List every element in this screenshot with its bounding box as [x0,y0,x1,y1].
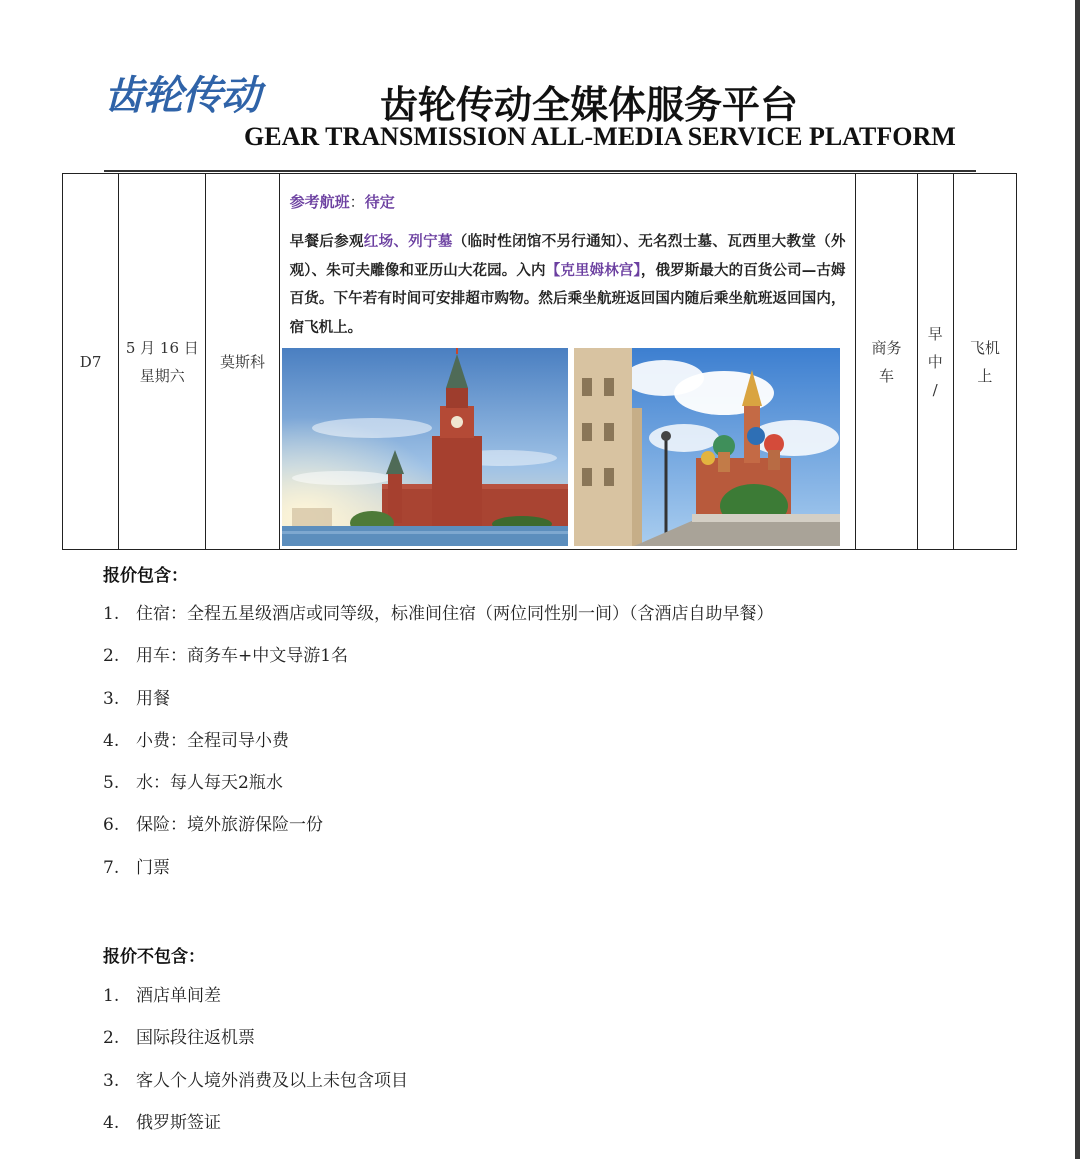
logo: 齿轮传动 [104,73,260,119]
list-item-number: 1. [103,986,120,1006]
list-item-number: 4. [103,1112,120,1133]
list-item [103,1109,408,1151]
meal-lunch: 中 [927,352,943,371]
desc-highlight-lenin-mausoleum: 列宁墓 [408,234,453,250]
excluded-list [103,982,408,1151]
list-item-number: 2. [103,646,120,667]
list-item-text: 住宿：全程五星级酒店或同等级，标准间住宿（两位同性别一间）（含酒店自助早餐） [136,604,774,624]
city-cell: 莫斯科 [206,174,279,550]
list-item [103,727,774,769]
included-title: 报价包含： [103,566,188,586]
weekday-text: 星期六 [139,366,185,385]
st-basil-photo [574,348,840,546]
list-item-text: 客人个人境外消费及以上未包含项目 [136,1070,408,1091]
page-title: 齿轮传动全媒体服务平台 [380,83,799,127]
page-edge [1075,0,1080,1159]
list-item-text: 门票 [136,857,170,878]
transport-text: 车 [879,366,895,385]
table-row [63,174,1017,550]
list-item [103,854,774,896]
list-item-text: 水：每人每天2瓶水 [136,773,283,794]
description-cell [279,174,856,550]
flight-value: 待定 [364,193,395,211]
desc-text: 、 [393,234,409,250]
list-item-text: 国际段往返机票 [136,1028,255,1049]
list-item [103,769,774,811]
list-item [103,1024,408,1066]
list-item-number: 1. [103,604,120,624]
day-cell: D7 [63,174,119,550]
excluded-title: 报价不包含： [103,947,205,967]
list-item [103,685,774,727]
hotel-text: 上 [977,366,993,385]
list-item-text: 俄罗斯签证 [136,1112,221,1133]
list-item-number: 6. [103,815,120,836]
desc-text: （临时性闭馆不另行通知）、无名烈士墓、瓦西里大教堂（外观）、朱可夫雕像和亚历山大花园。入内 [289,234,846,279]
list-item-text: 用车：商务车+中文导游1名 [136,646,349,667]
flight-label: 参考航班 [289,193,350,211]
list-item [103,642,774,684]
list-item-number: 5. [103,773,120,794]
list-item-number: 7. [103,857,120,878]
list-item-number: 2. [103,1028,120,1049]
flight-info [290,188,846,216]
desc-highlight-red-square: 红场 [363,234,394,250]
hotel-text: 飞机 [969,338,1000,357]
kremlin-photo [282,348,568,546]
day-description [290,228,846,342]
list-item-text: 保险：境外旅游保险一份 [136,815,323,836]
date-cell [119,174,206,550]
transport-text: 商务 [871,338,902,357]
list-item [103,600,774,642]
meal-breakfast: 早 [927,324,943,343]
list-item [103,982,408,1024]
list-item [103,1067,408,1109]
itinerary-table [62,173,1017,550]
meal-dinner: / [932,380,938,399]
meals-cell [917,174,953,550]
desc-text: 早餐后参观 [289,234,364,250]
hotel-cell [953,174,1016,550]
desc-text: ，俄罗斯最大的百货公司—古姆百货。下午若有时间可安排超市购物。然后乘坐航班返回国内随后乘坐航班返回国内，宿飞机上。 [289,262,846,336]
list-item-text: 酒店单间差 [136,986,221,1006]
list-item-text: 小费：全程司导小费 [136,730,289,751]
list-item-number: 3. [103,688,120,709]
list-item-number: 4. [103,730,120,751]
list-item-text: 用餐 [136,688,170,709]
flight-separator: ： [349,193,365,211]
photo-strip [282,348,842,546]
list-item [103,811,774,853]
header-divider [104,170,976,172]
page-subtitle: GEAR TRANSMISSION ALL-MEDIA SERVICE PLATFORM [244,122,956,151]
list-item-number: 3. [103,1070,120,1091]
transport-cell [856,174,917,550]
desc-highlight-kremlin: 【克里姆林宫】 [545,262,641,279]
date-text: 5 月 16 日 [125,338,199,357]
included-list [103,600,774,896]
